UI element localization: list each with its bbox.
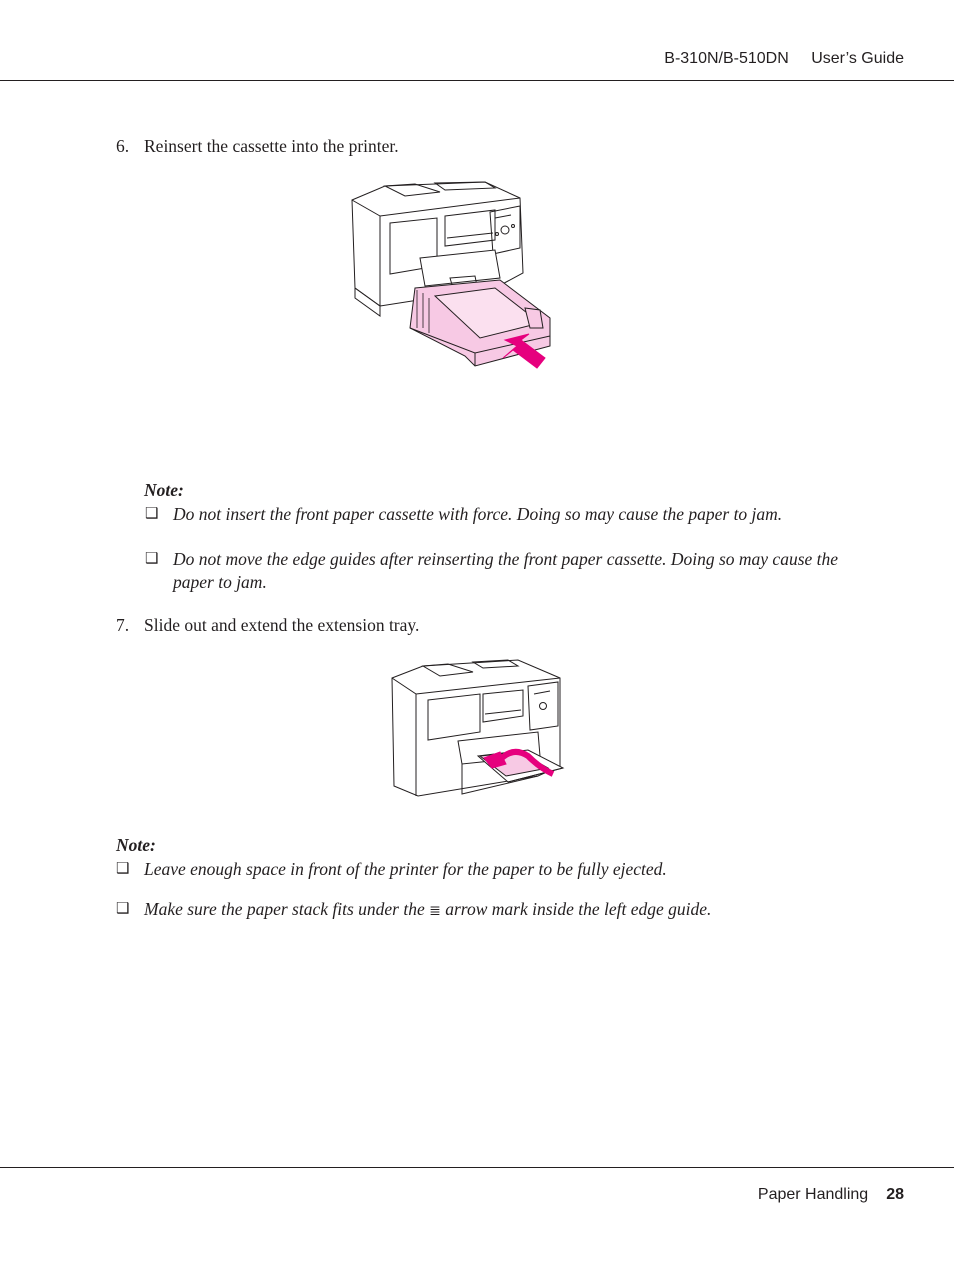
figure-extension-tray <box>388 656 566 804</box>
page-number: 28 <box>886 1186 904 1203</box>
header-model: B-310N/B-510DN <box>664 50 789 67</box>
step-7 <box>116 615 419 636</box>
note-2-label: Note: <box>116 835 156 855</box>
note-1-label: Note: <box>144 480 184 500</box>
step-7-number: 7. <box>116 615 130 635</box>
bullet-box-icon: ❑ <box>145 506 159 522</box>
note-2-item-2-text-after: arrow mark inside the left edge guide. <box>445 899 712 919</box>
page-footer <box>758 1186 904 1204</box>
note-1-item-2 <box>145 548 839 594</box>
note-1-item-2-text-line-1: Do not move the edge guides after reinserting the front paper cassette. Doing so may cause the <box>173 549 839 569</box>
footer-rule <box>0 1167 954 1168</box>
note-1-item-1 <box>145 503 783 526</box>
step-7-text: Slide out and extend the extension tray. <box>144 615 420 635</box>
step-6-number: 6. <box>116 136 130 156</box>
note-1-item-2-text-line-2: paper to jam. <box>173 572 267 592</box>
note-2-item-1-text: Leave enough space in front of the printer for the paper to be fully ejected. <box>144 859 667 879</box>
bullet-box-icon: ❑ <box>116 901 130 917</box>
figure-reinsert-cassette <box>345 178 560 373</box>
note-2-item-1 <box>116 858 667 881</box>
bullet-box-icon: ❑ <box>116 861 130 877</box>
note-2-item-2 <box>116 898 712 923</box>
header-guide-title: User’s Guide <box>811 50 904 67</box>
bullet-box-icon: ❑ <box>145 551 159 567</box>
page-header <box>664 50 904 68</box>
note-1-item-1-text: Do not insert the front paper cassette with force. Doing so may cause the paper to jam. <box>173 504 783 524</box>
header-rule <box>0 80 954 81</box>
note-2-item-2-text-before: Make sure the paper stack fits under the <box>144 899 425 919</box>
step-6 <box>116 136 399 157</box>
stack-limit-mark-icon: ≣ <box>429 904 441 919</box>
footer-section-title: Paper Handling <box>757 1186 869 1203</box>
step-6-text: Reinsert the cassette into the printer. <box>144 136 399 156</box>
